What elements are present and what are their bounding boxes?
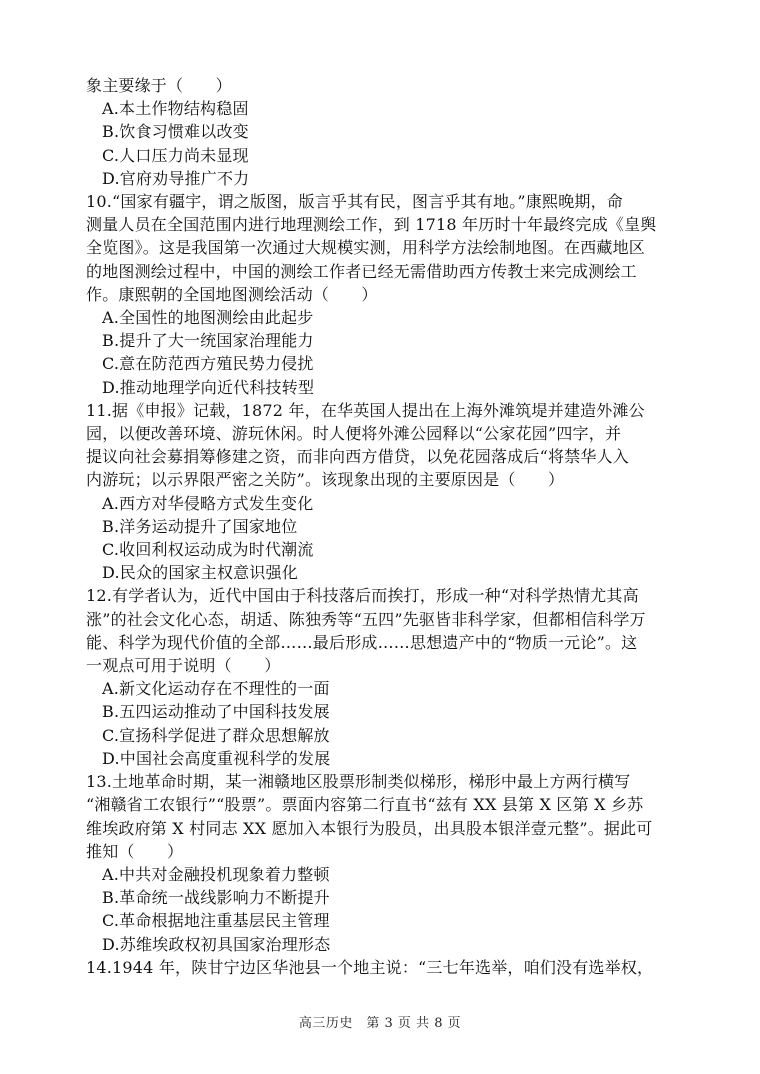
option-c: C.收回利权运动成为时代潮流 (102, 540, 314, 560)
question-stem-line: 11.据《申报》记载，1872 年，在华英国人提出在上海外滩筑堤并建造外滩公 (86, 400, 645, 420)
option-d: D.中国社会高度重视科学的发展 (102, 748, 331, 768)
question-stem-line: 测量人员在全国范围内进行地理测绘工作，到 1718 年历时十年最终完成《皇舆 (86, 215, 657, 235)
question-stem-line: 象主要缘于（ ） (86, 76, 232, 95)
question-stem-line: 的地图测绘过程中，中国的测绘工作者已经无需借助西方传教士来完成测绘工 (86, 261, 637, 281)
question-stem-line: 13.土地革命时期，某一湘赣地区股票形制类似梯形，梯形中最上方两行横写 (86, 772, 631, 792)
option-b: B.饮食习惯难以改变 (102, 122, 249, 142)
option-b: B.五四运动推动了中国科技发展 (102, 702, 330, 722)
option-c: C.人口压力尚未显现 (102, 145, 249, 165)
question-stem-line: 涨”的社会文化心态，胡适、陈独秀等“五四”先驱皆非科学家，但都相信科学万 (86, 609, 646, 629)
exam-page-body (86, 74, 686, 979)
question-13 (86, 770, 686, 956)
option-c: C.宣扬科学促进了群众思想解放 (102, 725, 330, 745)
question-14 (86, 956, 686, 979)
question-stem-line: 全览图》。这是我国第一次通过大规模实测，用科学方法绘制地图。在西藏地区 (86, 238, 646, 258)
question-10 (86, 190, 686, 399)
option-a: A.中共对金融投机现象着力整顿 (102, 864, 330, 884)
question-stem-line: 一观点可用于说明（ ） (86, 656, 281, 676)
option-b: B.革命统一战线影响力不断提升 (102, 888, 330, 908)
option-b: B.提升了大一统国家治理能力 (102, 331, 314, 351)
question-11 (86, 399, 686, 585)
option-a: A.全国性的地图测绘由此起步 (102, 308, 314, 328)
question-stem-line: 推知（ ） (86, 841, 184, 861)
question-stem-line: 维埃政府第 X 村同志 XX 愿加入本银行为股员，出具股本银洋壹元整”。据此可 (86, 818, 653, 838)
option-d: D.推动地理学向近代科技转型 (102, 377, 315, 397)
option-a: A.新文化运动存在不理性的一面 (102, 679, 330, 699)
question-stem-line: 12.有学者认为，近代中国由于科技落后而挨打，形成一种“对科学热情尤其高 (86, 586, 639, 606)
question-12 (86, 584, 686, 770)
option-d: D.官府劝导推广不力 (102, 168, 250, 188)
question-stem-line: 作。康熙朝的全国地图测绘活动（ ） (86, 284, 378, 304)
question-stem-line: 能、科学为现代价值的全部……最后形成……思想遗产中的“物质一元论”。这 (86, 632, 638, 652)
option-a: A.西方对华侵略方式发生变化 (102, 493, 314, 513)
question-stem-line: 10.“国家有疆宇，谓之版图，版言乎其有民，图言乎其有地。”康熙晚期，命 (86, 192, 624, 212)
option-c: C.意在防范西方殖民势力侵扰 (102, 354, 314, 374)
option-d: D.苏维埃政权初具国家治理形态 (102, 934, 331, 954)
question-stem-line: “湘赣省工农银行”“股票”。票面内容第二行直书“兹有 XX 县第 X 区第 X 乡苏 (86, 795, 644, 815)
question-stem-line: 提议向社会募捐筹修建之资，而非向西方借贷，以免花园落成后“将禁华人入 (86, 447, 629, 467)
option-d: D.民众的国家主权意识强化 (102, 563, 298, 583)
question-stem-line: 内游玩；以示界限严密之关防”。该现象出现的主要原因是（ ） (86, 470, 565, 490)
option-b: B.洋务运动提升了国家地位 (102, 516, 298, 536)
page-footer: 高三历史 第 3 页 共 8 页 (298, 1016, 462, 1031)
question-9-tail (86, 74, 686, 190)
question-stem-line: 园，以便改善环境、游玩休闲。时人便将外滩公园释以“公家花园”四字，并 (86, 424, 622, 444)
question-stem-line: 14.1944 年，陕甘宁边区华池县一个地主说：“三七年选举，咱们没有选举权， (86, 957, 654, 977)
option-a: A.本土作物结构稳固 (102, 99, 249, 119)
option-c: C.革命根据地注重基层民主管理 (102, 911, 330, 931)
